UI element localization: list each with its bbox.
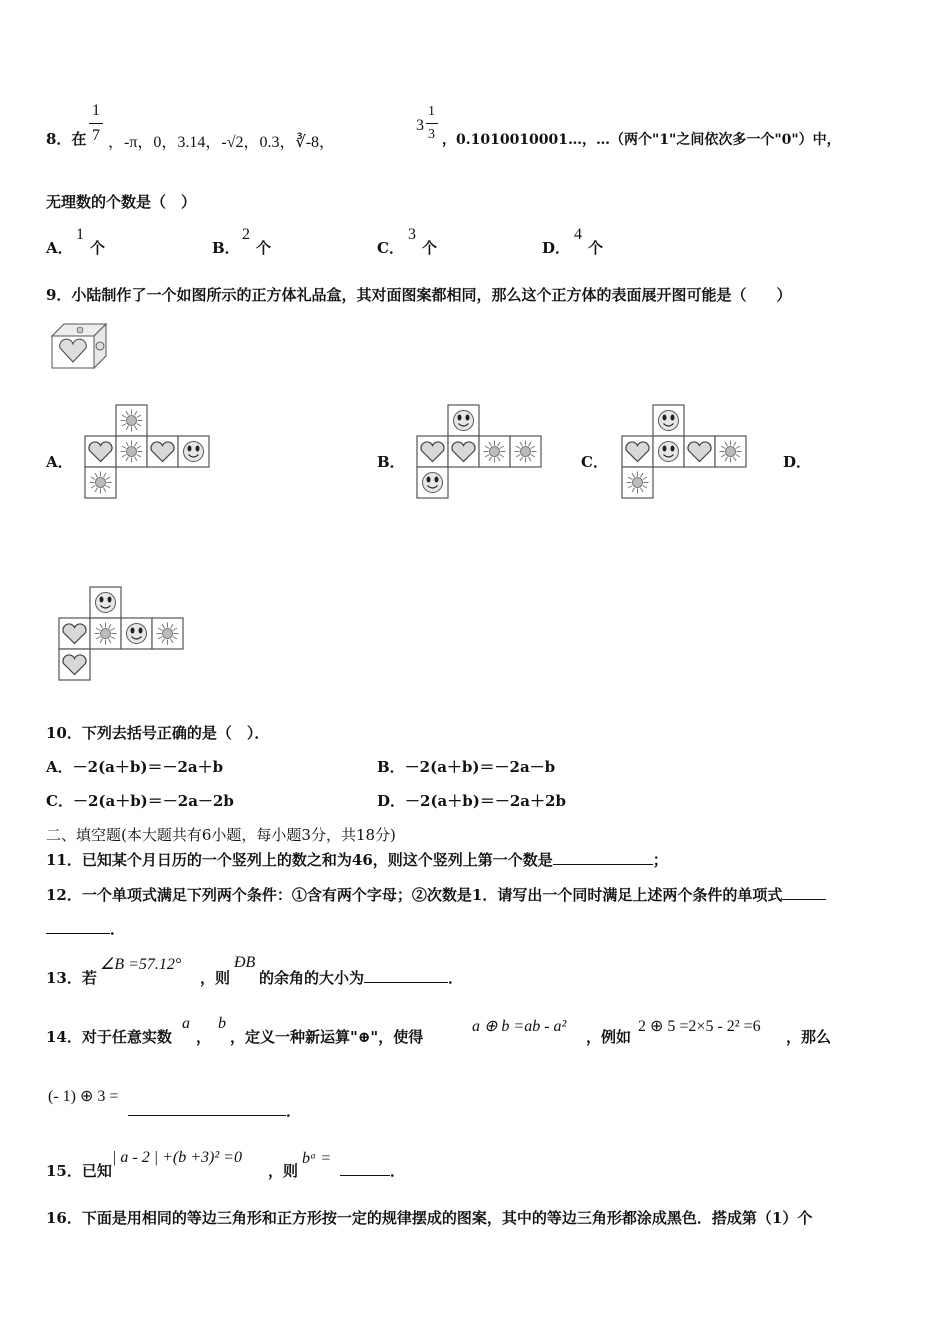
q14-mid: ，定义一种新运算"⊕"，使得 [230,1028,424,1046]
net-face [653,436,684,467]
q15-answer-blank[interactable] [340,1161,390,1176]
q12-text: 12．一个单项式满足下列两个条件：①含有两个字母；②次数是1．请写出一个同时满足上述两个条件的单项式 [46,886,783,904]
q13-angle2: ÐB [234,954,256,971]
net-face [448,436,479,467]
q11-text: 11．已知某个月日历的一个竖列上的数之和为46，则这个竖列上第一个数是 [46,851,553,869]
net-face [479,436,510,467]
q14-var-a: a [182,1015,190,1032]
q9-net-c [621,404,755,500]
smiley-face-icon [659,442,679,462]
net-face [622,467,653,498]
q8-option-a-value: 1 [76,226,84,243]
q13-post-text: 的余角的大小为 [259,969,365,987]
net-face [90,618,121,649]
q8-fraction-bottom: 7 [92,127,100,144]
q8-option-a-unit: 个 [90,239,106,257]
q15-end: ． [390,1162,406,1180]
q13-mid: ，则 [200,969,231,987]
net-face [417,436,448,467]
net-face [684,436,715,467]
section-2-heading: 二、填空题(本大题共有6小题，每小题3分，共18分) [46,826,396,844]
q8-option-b-value: 2 [242,226,250,243]
net-face [510,436,541,467]
q11 [46,849,668,870]
net-face [622,436,653,467]
q12-answer-blank-2[interactable] [46,919,110,934]
q8-line2: 无理数的个数是（ ） [46,193,197,211]
q10-option-a: A．－2(a＋b)＝－2a＋b [46,758,224,776]
q8-option-c-label: C． [377,239,404,257]
net-face [116,436,147,467]
net-face [116,405,147,436]
q13-pre: 13．若 [46,969,97,987]
net-face [121,618,152,649]
q11-end: ； [652,851,668,869]
net-face [178,436,209,467]
q16-text: 16．下面是用相同的等边三角形和正方形按一定的规律摆成的图案，其中的等边三角形都涂成黑色．搭成第（1）个 [46,1209,813,1227]
net-face [715,436,746,467]
smiley-face-icon [454,411,474,431]
q15-mid: ，则 [268,1162,299,1180]
q10-option-c: C．－2(a＋b)＝－2a－2b [46,792,234,810]
net-face [59,618,90,649]
q8-mixed-bar [426,123,438,124]
q14-answer-blank[interactable] [128,1101,286,1116]
q8-option-b-unit: 个 [256,239,272,257]
q8-option-b-label: B． [212,239,240,257]
net-face [85,467,116,498]
q9-net-a [84,404,218,500]
q9-option-b-label: B． [377,453,405,471]
net-face [417,467,448,498]
q8-number: 8．在 [46,130,87,148]
q14-example: 2 ⊕ 5 =2×5 - 2² =6 [638,1018,761,1035]
q13-answer-blank[interactable] [364,968,448,983]
q14-pre: 14．对于任意实数 [46,1028,172,1046]
q9-option-a-label: A． [46,453,73,471]
q11-answer-blank[interactable] [553,850,653,865]
net-face [448,405,479,436]
q8-tail: ，0.1010010001…，…（两个"1"之间依次多一个"0"）中， [442,132,841,148]
q14-answer [128,1100,301,1121]
q15-answer [340,1160,405,1181]
q13-post [259,967,463,988]
q10-text: 10．下列去括号正确的是（ ）． [46,724,270,742]
q8-mixed-whole: 3 [416,117,424,134]
smiley-face-icon [659,411,679,431]
net-face [59,649,90,680]
q8-mixed-top: 1 [428,104,435,119]
q12-answer-blank-1[interactable] [782,885,826,900]
net-face [152,618,183,649]
net-face [653,405,684,436]
q8-option-a-label: A． [46,239,73,257]
q13-angle: ∠B =57.12° [100,956,182,973]
net-face [147,436,178,467]
q9-net-b [416,404,550,500]
q10-option-b: B．－2(a＋b)＝－2a－b [377,758,556,776]
q14-definition: a ⊕ b =ab - a² [472,1018,567,1035]
q14-example-pre: ，例如 [586,1028,632,1046]
q15-equation: | a - 2 | +(b +3)² =0 [112,1149,242,1166]
q8-fraction-bar [89,123,103,124]
q15-pre: 15．已知 [46,1162,112,1180]
q14-post: ，那么 [786,1028,832,1046]
smiley-face-icon [184,442,204,462]
smiley-face-icon [423,473,443,493]
q8-mixed-bottom: 3 [428,127,435,142]
q12-line2 [46,918,125,939]
net-face [90,587,121,618]
q8-option-c-value: 3 [408,226,416,243]
q9-net-d [58,586,192,682]
q13-end: ． [448,969,464,987]
q8-option-d-unit: 个 [588,239,604,257]
net-face [85,436,116,467]
q9-option-d-label: D． [783,453,812,471]
q9-text: 9．小陆制作了一个如图所示的正方体礼品盒，其对面图案都相同，那么这个正方体的表面展开图可能是（ ） [46,286,792,304]
q9-cube-figure [50,322,110,372]
q14-line2: (- 1) ⊕ 3 = [48,1088,119,1105]
q12 [46,884,826,905]
q14-end: ． [286,1102,302,1120]
q12-end: ． [110,920,126,938]
q8-fraction-top: 1 [92,102,100,119]
q15-expression: bᵃ = [302,1150,332,1167]
q9-option-c-label: C． [581,453,608,471]
q8-option-d-label: D． [542,239,571,257]
q14-var-b: b [218,1015,226,1032]
q8-option-d-value: 4 [574,226,582,243]
q10-option-d: D．－2(a＋b)＝－2a＋2b [377,792,566,810]
q8-number-list: ，-π，0，3.14，-√2，0.3，∛-8， [108,134,336,151]
q14-sep: ， [196,1028,212,1046]
smiley-face-icon [96,593,116,613]
smiley-face-icon [127,624,147,644]
q8-option-c-unit: 个 [422,239,438,257]
